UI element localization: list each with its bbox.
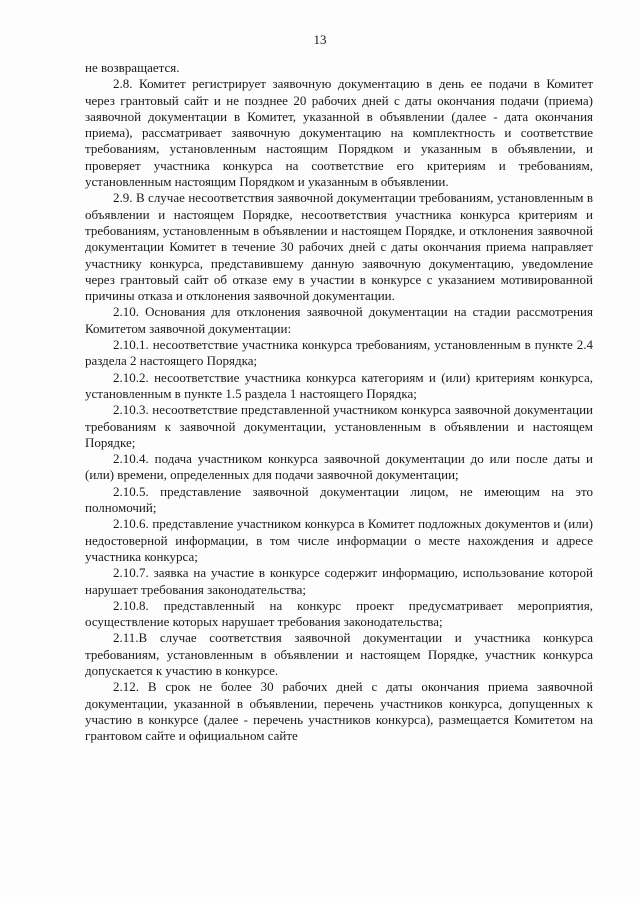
paragraph: 2.10.2. несоответствие участника конкурса категориям и (или) критериям конкурса, установленным в пункте 1.5 раздела 1 настоящего Порядка; (85, 369, 593, 401)
paragraph: 2.12. В срок не более 30 рабочих дней с даты окончания приема заявочной документации, указанной в объявлении, перечень участников конкурса, допущенных к участию в конкурсе (далее - перечень участников конкурса), размещается Комитетом на грантовом сайте и официальном сайте (85, 679, 593, 744)
paragraph: не возвращается. (85, 60, 180, 75)
page-number: 13 (313, 32, 327, 47)
paragraph: 2.10.7. заявка на участие в конкурсе содержит информацию, использование которой нарушает требования законодательства; (85, 565, 593, 597)
paragraph: 2.11.В случае соответствия заявочной документации и участника конкурса требованиям, установленным в объявлении и настоящем Порядке, участник конкурса допускается к участию в конкурсе. (85, 630, 593, 678)
paragraph: 2.8. Комитет регистрирует заявочную документацию в день ее подачи в Комитет через грантовый сайт и не позднее 20 рабочих дней с даты окончания подачи (приема) заявочной документации в Комитет, указанной в объявлении (далее - дата окончания приема), рассматривает заявочную документацию на комплектность и соответствие требованиям, установленным настоящим Порядком и указанным в объявлении, и проверяет участника конкурса на соответствие его критериям и требованиям, установленным настоящим Порядком и указанным в объявлении. (85, 76, 593, 190)
document-body (85, 60, 593, 744)
paragraph: 2.10.1. несоответствие участника конкурса требованиям, установленным в пункте 2.4 раздела 2 настоящего Порядка; (85, 337, 593, 369)
paragraph: 2.10.4. подача участником конкурса заявочной документации до или после даты и (или) времени, определенных для подачи заявочной документации; (85, 451, 593, 483)
paragraph: 2.9. В случае несоответствия заявочной документации требованиям, установленным в объявлении и настоящем Порядке, несоответствия участника конкурса критериям и требованиям, установленным в объявлении и настоящем Порядке, и отклонения заявочной документации Комитет в течение 30 рабочих дней с даты окончания приема направляет участнику конкурса, представившему данную заявочную документацию, уведомление через грантовый сайт об отказе ему в участии в конкурсе с указанием мотивированной причины отказа и отклонения заявочной документации. (85, 190, 593, 304)
paragraph: 2.10.5. представление заявочной документации лицом, не имеющим на это полномочий; (85, 483, 593, 516)
paragraph: 2.10.6. представление участником конкурса в Комитет подложных документов и (или) недостоверной информации, в том числе информации о месте нахождения и адресе участника конкурса; (85, 516, 593, 564)
paragraph: 2.10.3. несоответствие представленной участником конкурса заявочной документации требованиям к заявочной документации, установленным в объявлении и настоящем Порядке; (85, 402, 593, 450)
paragraph: 2.10. Основания для отклонения заявочной документации на стадии рассмотрения Комитетом заявочной документации: (85, 304, 593, 336)
paragraph: 2.10.8. представленный на конкурс проект предусматривает мероприятия, осуществление которых нарушает требования законодательства; (85, 597, 593, 630)
